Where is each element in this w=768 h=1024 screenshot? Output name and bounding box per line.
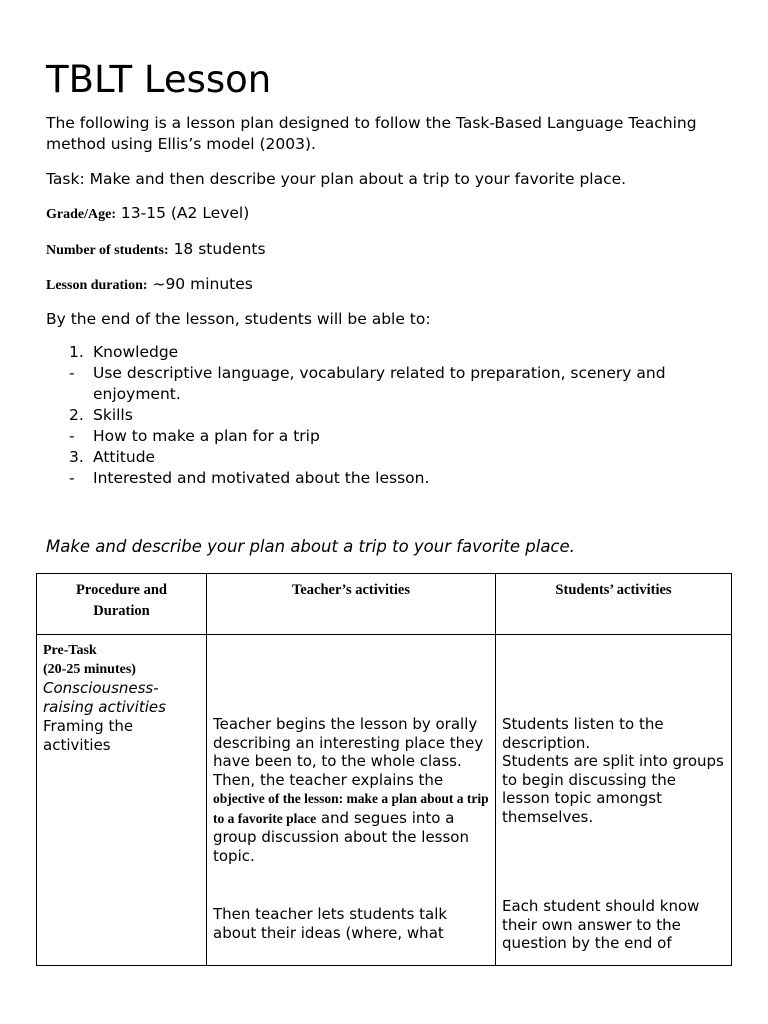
list-item: - Interested and motivated about the lesson. <box>69 469 430 487</box>
teacher-paragraph-1: Teacher begins the lesson by orally describing an interesting place they have been to, to the whole class. Then, the teacher explains the objective of the lesson: make a plan about a trip to a favorite place and segues into a group discussion about the lesson topic. <box>213 715 489 865</box>
students-activities-cell <box>496 635 732 966</box>
teacher-activities-cell <box>207 635 496 966</box>
duration-label: Lesson duration: <box>46 278 148 293</box>
header-procedure: Procedure and Duration <box>37 574 207 635</box>
lesson-plan-table <box>36 573 732 966</box>
stage-label: Pre-Task <box>43 643 97 658</box>
list-item: 2. Skills <box>69 406 133 424</box>
stage-duration: (20-25 minutes) <box>43 662 136 677</box>
list-item: 3. Attitude <box>69 448 156 466</box>
page-title: TBLT Lesson <box>46 58 272 101</box>
duration-value: ~90 minutes <box>147 275 253 293</box>
stage-name: Framing the activities <box>43 717 134 754</box>
grade-line <box>46 203 249 225</box>
header-students-activities: Students’ activities <box>496 574 732 635</box>
table-heading: Make and describe your plan about a trip to your favorite place. <box>46 537 575 556</box>
objectives-intro: By the end of the lesson, students will be able to: <box>46 310 431 328</box>
students-value: 18 students <box>168 240 266 258</box>
grade-label: Grade/Age: <box>46 207 116 222</box>
stage-type: Consciousness-raising activities <box>43 679 166 716</box>
header-teacher-activities: Teacher’s activities <box>207 574 496 635</box>
list-item: - How to make a plan for a trip <box>69 427 320 445</box>
students-label: Number of students: <box>46 243 169 258</box>
list-item: 1. Knowledge <box>69 343 179 361</box>
intro-paragraph: The following is a lesson plan designed to follow the Task-Based Language Teaching method using Ellis’s model (2003). <box>46 114 697 153</box>
grade-value: 13-15 (A2 Level) <box>115 204 250 222</box>
students-paragraph-1: Students listen to the description. Students are split into groups to begin discussing the lesson topic amongst themselves. <box>502 715 724 826</box>
task-statement: Task: Make and then describe your plan about a trip to your favorite place. <box>46 170 627 188</box>
procedure-cell <box>37 635 207 966</box>
students-line <box>46 239 266 261</box>
table-row <box>37 635 732 966</box>
objectives-list <box>46 342 726 489</box>
list-item: - Use descriptive language, vocabulary related to preparation, scenery and enjoyment. <box>69 364 666 403</box>
table-header-row <box>37 574 732 635</box>
students-paragraph-2: Each student should know their own answer to the question by the end of <box>502 897 700 952</box>
teacher-paragraph-2: Then teacher lets students talk about their ideas (where, what <box>213 905 448 942</box>
duration-line <box>46 274 253 296</box>
